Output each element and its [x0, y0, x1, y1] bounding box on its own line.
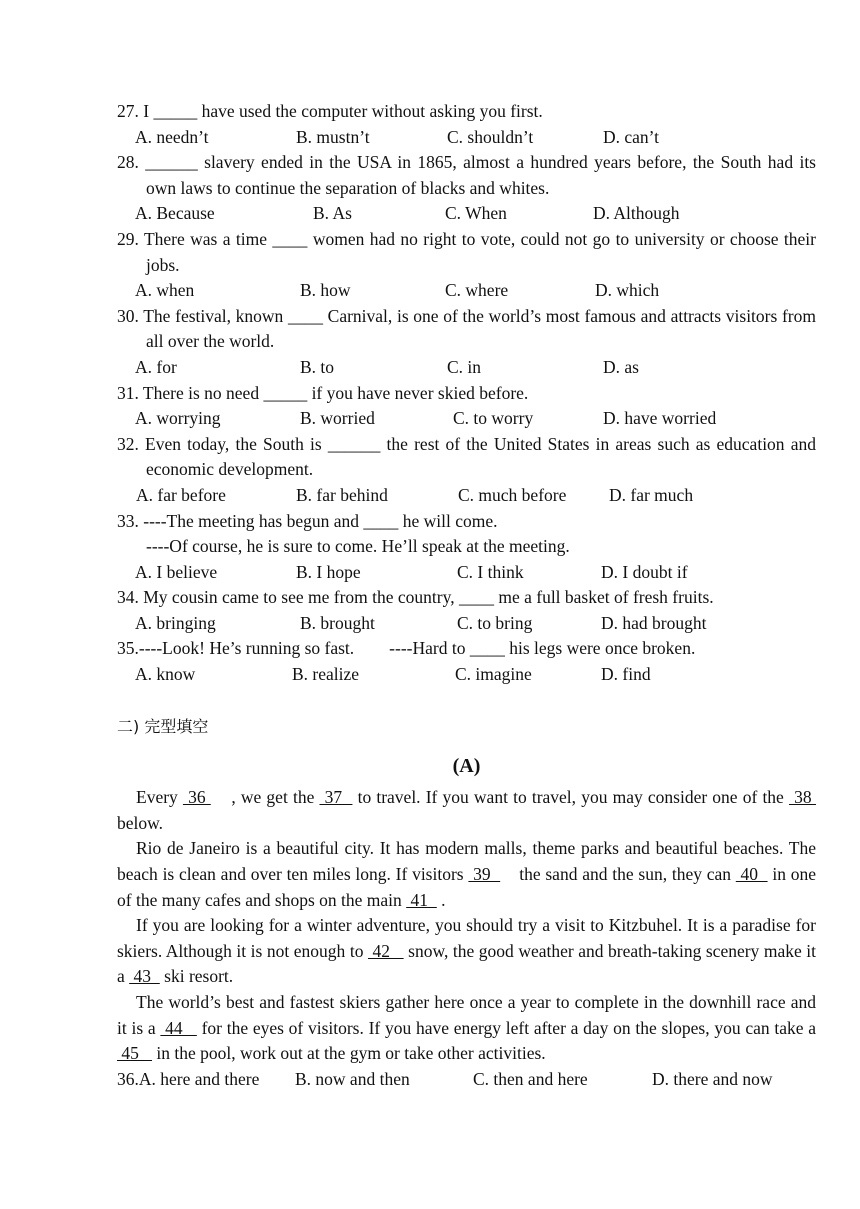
option-a[interactable]: A. worrying	[135, 408, 221, 429]
option-row	[117, 201, 816, 227]
option-c[interactable]: C. When	[445, 203, 507, 224]
question-stem: 31. There is no need _____ if you have never skied before.	[117, 382, 529, 403]
option-d[interactable]: D. can’t	[603, 126, 660, 147]
cloze-blank-40[interactable]: 40	[735, 864, 768, 885]
option-c[interactable]: C. much before	[458, 484, 567, 505]
cloze-blank-39[interactable]: 39	[468, 864, 501, 885]
option-b[interactable]: B. realize	[292, 664, 360, 685]
passage-paragraph-3: If you are looking for a winter adventure, you should try a visit to Kitzbuhel. It is a paradise for skiers. Although it is not enough to 42 snow, the good weather and breath-taking scenery make it a 43 ski resort.	[117, 915, 816, 987]
cloze-blank-44[interactable]: 44	[160, 1017, 197, 1038]
option-d[interactable]: D. have worried	[603, 408, 717, 429]
option-a[interactable]: A. bringing	[135, 612, 216, 633]
question-stem: 35.----Look! He’s running so fast. ----Hard to ____ his legs were once broken.	[117, 638, 696, 659]
option-row	[117, 662, 816, 688]
option-row	[117, 355, 816, 381]
option-row	[117, 483, 816, 509]
question-29	[117, 227, 816, 304]
option-b[interactable]: B. worried	[300, 408, 375, 429]
cloze-blank-45[interactable]: 45	[117, 1043, 152, 1064]
option-b[interactable]: B. I hope	[296, 561, 361, 582]
option-a[interactable]: A. know	[135, 664, 196, 685]
option-d[interactable]: D. which	[595, 280, 660, 301]
option-b[interactable]: B. mustn’t	[296, 126, 370, 147]
option-b[interactable]: B. far behind	[296, 484, 388, 505]
question-stem-reply: ----Of course, he is sure to come. He’ll speak at the meeting.	[146, 536, 570, 557]
option-a[interactable]: A. for	[135, 356, 177, 377]
exam-page	[117, 99, 816, 1092]
option-a[interactable]: A. I believe	[135, 561, 218, 582]
option-b[interactable]: B. now and then	[295, 1068, 410, 1089]
cloze-blank-36[interactable]: 36	[182, 787, 211, 808]
option-a[interactable]: 36.A. here and there	[117, 1068, 260, 1089]
option-a[interactable]: A. Because	[135, 203, 215, 224]
question-stem: 30. The festival, known ____ Carnival, is one of the world’s most famous and attracts visitors from all over the world.	[117, 305, 816, 352]
cloze-blank-41[interactable]: 41	[406, 889, 437, 910]
question-33	[117, 509, 816, 586]
option-c[interactable]: C. to bring	[457, 612, 533, 633]
section-title: 二) 完型填空	[117, 716, 209, 736]
question-stem: 34. My cousin came to see me from the country, ____ me a full basket of fresh fruits.	[117, 587, 714, 608]
cloze-blank-38[interactable]: 38	[788, 787, 817, 808]
option-b[interactable]: B. to	[300, 356, 335, 377]
cloze-blank-43[interactable]: 43	[129, 966, 160, 987]
option-c[interactable]: C. imagine	[455, 664, 532, 685]
question-31	[117, 381, 816, 432]
question-30	[117, 304, 816, 381]
option-row	[117, 278, 816, 304]
option-d[interactable]: D. I doubt if	[601, 561, 688, 582]
passage-paragraph-1: Every 36 , we get the 37 to travel. If you want to travel, you may consider one of the 38 below.	[117, 787, 817, 833]
option-a[interactable]: A. far before	[136, 484, 226, 505]
cloze-blank-42[interactable]: 42	[367, 940, 404, 961]
option-d[interactable]: D. had brought	[601, 612, 707, 633]
option-c[interactable]: C. to worry	[453, 408, 534, 429]
option-d[interactable]: D. far much	[609, 484, 694, 505]
option-b[interactable]: B. As	[313, 203, 352, 224]
question-stem: 27. I _____ have used the computer without asking you first.	[117, 101, 543, 121]
passage-paragraph-2: Rio de Janeiro is a beautiful city. It has modern malls, theme parks and beautiful beaches. The beach is clean and over ten miles long. If visitors 39 the sand and the sun, they can 40 in one of the many cafes and shops on the main 41 .	[117, 838, 817, 910]
option-c[interactable]: C. I think	[457, 561, 524, 582]
option-c[interactable]: C. where	[445, 280, 509, 301]
question-28	[117, 150, 816, 227]
question-36-options	[117, 1067, 816, 1093]
question-stem: 29. There was a time ____ women had no right to vote, could not go to university or choose their jobs.	[117, 228, 816, 275]
passage-title: (A)	[452, 755, 481, 778]
question-stem: 32. Even today, the South is ______ the rest of the United States in areas such as education and economic development.	[117, 433, 816, 480]
option-d[interactable]: D. Although	[593, 203, 680, 224]
option-a[interactable]: A. needn’t	[135, 126, 209, 147]
option-b[interactable]: B. brought	[300, 612, 375, 633]
option-d[interactable]: D. find	[601, 664, 651, 685]
passage-paragraph-4: The world’s best and fastest skiers gather here once a year to complete in the downhill race and it is a 44 for the eyes of visitors. If you have energy left after a day on the slopes, you can take a 45 in the pool, work out at the gym or take other activities.	[117, 992, 817, 1064]
question-32	[117, 432, 816, 509]
option-row	[117, 560, 816, 586]
option-d[interactable]: D. as	[603, 356, 639, 377]
answer-blank[interactable]: _____	[153, 101, 198, 121]
option-c[interactable]: C. in	[447, 356, 482, 377]
question-stem: 28. ______ slavery ended in the USA in 1865, almost a hundred years before, the South had its own laws to continue the separation of blacks and whites.	[117, 152, 816, 198]
question-34	[117, 585, 816, 636]
option-row	[117, 611, 816, 637]
cloze-blank-37[interactable]: 37	[319, 787, 353, 808]
option-a[interactable]: A. when	[135, 280, 195, 301]
option-b[interactable]: B. how	[300, 280, 351, 301]
option-row	[117, 406, 816, 432]
option-row	[117, 125, 816, 151]
question-35	[117, 636, 816, 687]
question-27	[117, 99, 816, 150]
option-c[interactable]: C. shouldn’t	[447, 126, 534, 147]
question-stem: 33. ----The meeting has begun and ____ he will come.	[117, 510, 498, 531]
option-c[interactable]: C. then and here	[473, 1068, 588, 1089]
option-d[interactable]: D. there and now	[652, 1068, 773, 1089]
